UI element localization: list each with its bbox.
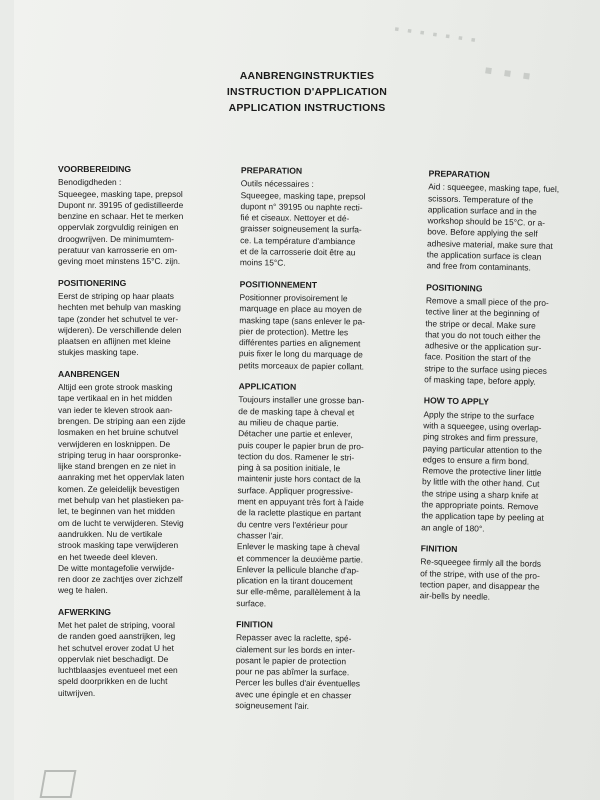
section	[58, 607, 224, 699]
section	[239, 279, 402, 373]
section	[236, 381, 400, 611]
title-french: INSTRUCTION D'APPLICATION	[226, 86, 388, 98]
english-column	[419, 168, 592, 615]
section	[58, 369, 224, 597]
section-heading: FINITION	[420, 543, 458, 554]
section-heading: PREPARATION	[428, 168, 490, 180]
logo-mark	[40, 770, 77, 798]
section-text: Aid : squeegee, masking tape, fuel, scissors. Temperature of the application surface and in the workshop should be 15°C. or a- bove. Before applying the self adhesive material, make sure that the application surface is clean and free from contaminants.	[426, 181, 560, 273]
section-text: Outils nécessaires : Squeegee, masking tape, prepsol dupont n° 39195 ou naphte recti- fié et ciseaux. Nettoyer et dé- graisser soigneusement la surfa- ce. La température d'ambiance et de la carrosserie doit être au moins 15°C.	[239, 178, 366, 269]
section-text: Eerst de striping op haar plaats hechten met behulp van masking tape (zonder het schutvel te ver- wijderen). De verschillende delen plaatsen en aflijnen met kleine stukjes masking tape.	[58, 290, 182, 358]
section-heading: AFWERKING	[58, 606, 111, 617]
instruction-sheet	[14, 0, 600, 800]
section-heading: POSITIONING	[426, 281, 483, 294]
section-heading: FINITION	[236, 619, 273, 630]
show-through-print-2: ▪ ▪ ▪	[482, 56, 535, 91]
section-text: Re-squeegee firmly all the bords of the stripe, with use of the pro- tection paper, and disappear the air-bells by needle.	[419, 556, 542, 602]
section	[235, 619, 398, 713]
section-heading: AANBRENGEN	[58, 368, 120, 379]
section-text: Met het palet de striping, vooral de randen goed aanstrijken, leg het schutvel erover zodat U het oppervlak niet beschadigt. De luchtblaasjes eventueel met een speld doorprikken en de lucht uitwrijven.	[58, 619, 178, 698]
section-heading: APPLICATION	[238, 381, 297, 392]
section	[240, 165, 403, 270]
title-block	[14, 68, 600, 116]
section-heading: PREPARATION	[240, 165, 303, 176]
section	[420, 543, 585, 605]
section-heading: HOW TO APPLY	[423, 395, 489, 407]
section-heading: VOORBEREIDING	[58, 164, 132, 174]
section	[58, 278, 224, 359]
section-text: Remove a small piece of the pro- tective liner at the beginning of the stripe or decal. Make sure that you do not touch either the adhesive or the application sur- face. Position the start of the stripe to the surface using pieces of masking tape, before apply.	[424, 295, 549, 387]
section-text: Toujours installer une grosse ban- de de masking tape à cheval et au milieu de chaque partie. Détacher une partie et enlever, puis couper le papier brun de pro- tection du dos. Ramener le stri- ping à sa position initiale, le maintenir juste hors contact de la surface. Appliquer progressive- ment en appuyant très fort à l'aide de la raclette plastique en partant du centre vers l'extérieur pour chasser l'air. Enlever le masking tape à cheval et commencer la deuxième partie. Enlever la pellicule blanche d'ap- plication en la tirant doucement sur elle-même, parallèlement à la surface.	[236, 394, 365, 609]
section-text: Positionner provisoirement le marquage en place au moyen de masking tape (sans enlever le pa- pier de protection). Mettre les différentes parties en alignement puis fixer le long du marquage de petits morceaux de papier collant.	[238, 292, 366, 372]
section-text: Repasser avec la raclette, spé- cialement sur les bords en inter- posant le papier de protection pour ne pas abîmer la surface. Percer les bulles d'air éventuelles avec une épingle et en chasser soigneusement l'air.	[235, 632, 361, 711]
section-text: Apply the stripe to the surface with a squeegee, using overlap- ping strokes and firm pressure, paying particular attention to the edges to ensure a firm bond. Remove the protective liner little by little with the other hand. Cut the stripe using a sharp knife at the appropriate points. Remove the application tape by peeling at an angle of 180°.	[421, 408, 544, 534]
french-column	[235, 165, 403, 723]
dutch-column	[58, 164, 224, 709]
section-text: Benodigdheden : Squeegee, masking tape, prepsol Dupont nr. 39195 of gedistilleerde benzine en schaar. Het te merken oppervlak zorgvuldig reinigen en droogwrijven. De minimumtem- peratuur van karrosserie en om- geving moet minstens 15°C. zijn.	[58, 177, 184, 267]
section-heading: POSITIONERING	[58, 277, 127, 288]
section-text: Altijd een grote strook masking tape vertikaal en in het midden van ieder te kleven strook aan- brengen. De striping aan een zijde losmaken en het bruine schutvel verwijderen en losknippen. De striping terug in haar oorspronke- lijke stand brengen en ze niet in aanraking met het oppervlak laten komen. Ze geleidelijk bevestigen met behulp van het plastieken pa- let, te beginnen van het midden om de lucht te verwijderen. Stevig aandrukken. Nu de vertikale strook masking tape verwijderen en het tweede deel kleven. De witte montagefolie verwijde- ren door ze zachtjes over zichzelf weg te halen.	[58, 382, 186, 596]
title-english: APPLICATION INSTRUCTIONS	[228, 102, 386, 114]
title-dutch: AANBRENGINSTRUKTIES	[239, 70, 375, 82]
section-heading: POSITIONNEMENT	[239, 278, 318, 290]
section	[421, 396, 588, 537]
section	[424, 282, 590, 389]
section	[426, 168, 592, 275]
section	[58, 164, 224, 268]
show-through-print: ▪ ▪ ▪ ▪ ▪ ▪ ▪	[393, 20, 479, 48]
